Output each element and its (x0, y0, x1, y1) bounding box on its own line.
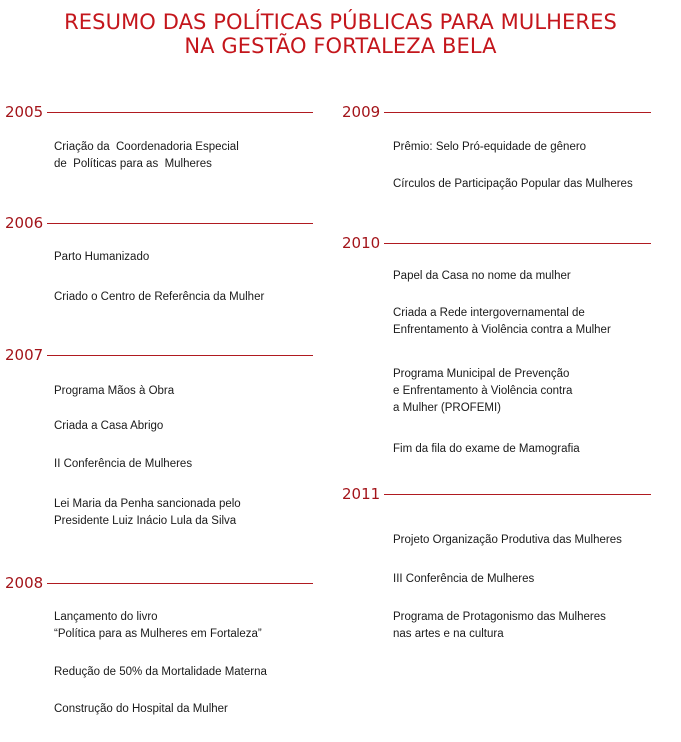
policy-item-line: Programa Municipal de Prevenção (393, 368, 570, 380)
policy-item (393, 139, 586, 156)
policy-item-line: Prêmio: Selo Pró-equidade de gênero (393, 141, 587, 153)
policy-item (393, 366, 572, 417)
year-label: 2006 (5, 214, 44, 232)
page-title (0, 10, 681, 58)
policy-item-line: Projeto Organização Produtiva das Mulheres (393, 534, 622, 546)
policy-item-line: Criada a Rede intergovernamental de (393, 307, 585, 319)
year-heading-left-1 (5, 212, 313, 234)
policy-item-line: Parto Humanizado (54, 251, 150, 263)
policy-item-line: Construção do Hospital da Mulher (54, 703, 228, 715)
policy-item-line: Criação da Coordenadoria Especial (54, 141, 239, 153)
policy-item (54, 664, 267, 681)
policy-item-line: Programa de Protagonismo das Mulheres (393, 611, 606, 623)
policy-item-line: e Enfrentamento à Violência contra (393, 385, 573, 397)
title-line-1: RESUMO DAS POLÍTICAS PÚBLICAS PARA MULHERES (64, 10, 617, 34)
policy-item (393, 571, 534, 588)
year-label: 2008 (5, 574, 44, 592)
policy-item (54, 701, 228, 718)
year-heading-left-3 (5, 572, 313, 594)
policy-item-line: Criado o Centro de Referência da Mulher (54, 291, 265, 303)
policy-item (393, 305, 611, 339)
year-divider (384, 243, 651, 244)
year-label: 2005 (5, 103, 44, 121)
policy-item (393, 268, 571, 285)
policy-item-line: “Política para as Mulheres em Fortaleza” (54, 628, 262, 640)
policy-item (54, 456, 192, 473)
year-label: 2011 (342, 485, 381, 503)
policy-item (54, 609, 262, 643)
policy-item-line: Criada a Casa Abrigo (54, 420, 164, 432)
policy-item (54, 418, 163, 435)
year-label: 2010 (342, 234, 381, 252)
year-heading-right-2 (342, 483, 651, 505)
policy-item-line: Lançamento do livro (54, 611, 158, 623)
year-heading-right-1 (342, 232, 651, 254)
year-heading-right-0 (342, 101, 651, 123)
year-label: 2009 (342, 103, 381, 121)
policy-item (54, 249, 149, 266)
policy-item (54, 496, 241, 530)
year-divider (47, 223, 313, 224)
policy-item-line: Enfrentamento à Violência contra a Mulher (393, 324, 611, 336)
policy-item (393, 609, 606, 643)
policy-item-line: Programa Mãos à Obra (54, 385, 175, 397)
policy-item-line: Círculos de Participação Popular das Mulheres (393, 178, 633, 190)
year-label: 2007 (5, 346, 44, 364)
year-heading-left-0 (5, 101, 313, 123)
policy-item (393, 176, 633, 193)
policy-item-line: Lei Maria da Penha sancionada pelo (54, 498, 241, 510)
policy-item-line: III Conferência de Mulheres (393, 573, 535, 585)
policy-item (393, 441, 580, 458)
policy-item (54, 139, 239, 173)
policy-item-line: a Mulher (PROFEMI) (393, 402, 501, 414)
year-divider (47, 583, 313, 584)
policy-item (54, 289, 264, 306)
year-heading-left-2 (5, 344, 313, 366)
policy-item-line: nas artes e na cultura (393, 628, 504, 640)
policy-item-line: de Políticas para as Mulheres (54, 158, 212, 170)
year-divider (47, 355, 313, 356)
policy-item-line: II Conferência de Mulheres (54, 458, 193, 470)
policy-item-line: Redução de 50% da Mortalidade Materna (54, 666, 267, 678)
policy-item (393, 532, 622, 549)
policy-item-line: Presidente Luiz Inácio Lula da Silva (54, 515, 237, 527)
year-divider (384, 494, 651, 495)
year-divider (384, 112, 651, 113)
year-divider (47, 112, 313, 113)
policy-item-line: Papel da Casa no nome da mulher (393, 270, 571, 282)
title-line-2: NA GESTÃO FORTALEZA BELA (184, 34, 497, 58)
policy-item (54, 383, 174, 400)
policy-item-line: Fim da fila do exame de Mamografia (393, 443, 580, 455)
